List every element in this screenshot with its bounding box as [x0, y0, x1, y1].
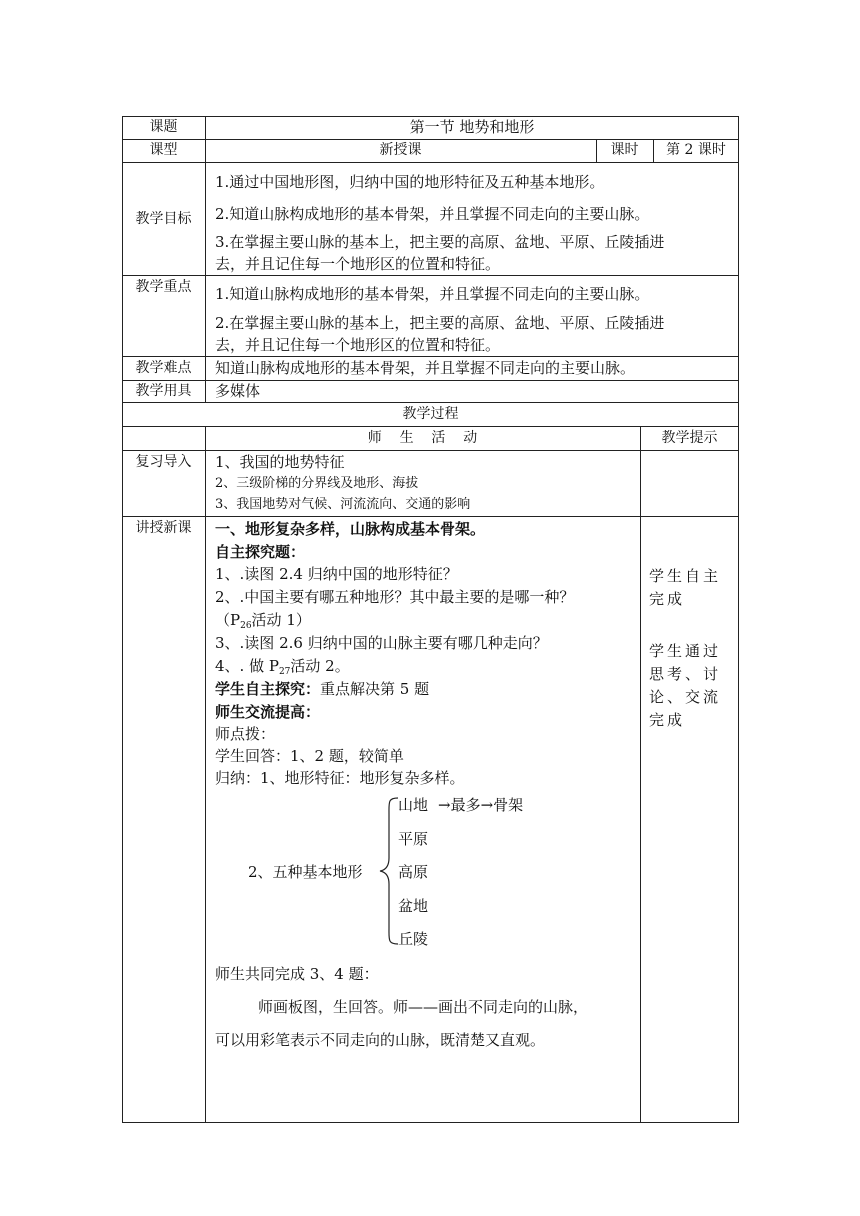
row-divider — [122, 162, 739, 163]
key-point-item: 2.在掌握主要山脉的基本上，把主要的高原、盆地、平原、丘陵插进 — [215, 314, 665, 332]
hint-self-complete: 学生自主完成 — [649, 567, 722, 608]
question-4-post: 活动 2。 — [290, 657, 350, 675]
landform-item: 平原 — [398, 830, 429, 848]
landform-item: 盆地 — [398, 897, 429, 915]
key-points-label: 教学重点 — [135, 279, 192, 295]
review-label: 复习导入 — [135, 454, 192, 470]
type-label: 课型 — [149, 142, 178, 158]
student-explore-label: 学生自主探究： — [215, 680, 321, 698]
period-value: 第 2 课时 — [666, 142, 726, 158]
question-4-page: 27 — [278, 667, 291, 677]
landform-chain: →最多→骨架 — [438, 796, 524, 814]
hint-column-header: 教学提示 — [661, 430, 718, 446]
topic-label: 课题 — [149, 119, 178, 135]
student-explore-text: 重点解决第 5 题 — [320, 680, 430, 698]
key-point-item: 去，并且记住每一个地形区的位置和特征。 — [215, 336, 501, 354]
review-line: 3、我国地势对气候、河流流向、交通的影响 — [215, 497, 471, 512]
board-drawing-line: 可以用彩笔表示不同走向的山脉，既清楚又直观。 — [215, 1031, 546, 1049]
board-drawing-line: 师画板图，生回答。师——画出不同走向的山脉， — [258, 998, 589, 1016]
self-explore-title: 自主探究题： — [215, 543, 306, 561]
process-title: 教学过程 — [402, 406, 459, 422]
together-line: 师生共同完成 3、4 题： — [215, 965, 379, 983]
goal-item: 1.通过中国地形图，归纳中国的地形特征及五种基本地形。 — [215, 173, 605, 191]
question-2-ref-pre: （P — [215, 611, 241, 629]
goal-item: 去，并且记住每一个地形区的位置和特征。 — [215, 255, 501, 273]
goals-label: 教学目标 — [135, 211, 192, 227]
tools-value: 多媒体 — [215, 382, 261, 400]
key-point-item: 1.知道山脉构成地形的基本骨架，并且掌握不同走向的主要山脉。 — [215, 285, 650, 303]
column-divider — [640, 426, 641, 1123]
lecture-heading: 一、地形复杂多样，山脉构成基本骨架。 — [215, 520, 486, 538]
row-divider — [122, 426, 739, 427]
question-3: 3、.读图 2.6 归纳中国的山脉主要有哪几种走向？ — [215, 634, 548, 652]
exchange-title: 师生交流提高： — [215, 703, 321, 721]
column-divider — [205, 426, 206, 1123]
tools-label: 教学用具 — [135, 383, 192, 399]
difficulty-value: 知道山脉构成地形的基本骨架，并且掌握不同走向的主要山脉。 — [215, 359, 636, 377]
question-2: 2、.中国主要有哪五种地形？其中最主要的是哪一种？ — [215, 588, 575, 606]
difficulty-label: 教学难点 — [135, 360, 192, 376]
row-divider — [122, 275, 739, 276]
question-4-pre: 4、. 做 P — [215, 657, 279, 675]
teacher-guide: 师点拨： — [215, 725, 276, 743]
goal-item: 2.知道山脉构成地形的基本骨架，并且掌握不同走向的主要山脉。 — [215, 205, 650, 223]
type-value: 新授课 — [379, 142, 422, 158]
student-explore — [215, 678, 429, 700]
activity-column-header: 师 生 活 动 — [367, 430, 478, 446]
row-divider — [122, 516, 739, 517]
row-divider — [122, 402, 739, 403]
topic-value: 第一节 地势和地形 — [409, 118, 535, 136]
summary-line: 归纳：1、地形特征：地形复杂多样。 — [215, 769, 465, 787]
landform-item: 山地 — [398, 796, 429, 814]
lecture-label: 讲授新课 — [135, 520, 192, 536]
goal-item: 3.在掌握主要山脉的基本上，把主要的高原、盆地、平原、丘陵插进 — [215, 233, 665, 251]
landform-item: 丘陵 — [398, 930, 429, 948]
period-label: 课时 — [610, 142, 639, 158]
brace-icon — [378, 796, 400, 946]
landforms-label: 2、五种基本地形 — [248, 863, 363, 881]
question-2-ref-page: 26 — [240, 621, 252, 631]
review-line: 1、我国的地势特征 — [215, 453, 345, 471]
landform-item: 高原 — [398, 863, 429, 881]
student-answer: 学生回答：1、2 题，较简单 — [215, 747, 404, 765]
question-1: 1、.读图 2.4 归纳中国的地形特征？ — [215, 565, 458, 583]
review-line: 2、三级阶梯的分界线及地形、海拔 — [215, 476, 419, 491]
question-2-ref-post: 活动 1） — [251, 611, 311, 629]
hint-discussion: 学生通过思考、讨论、交流完成 — [649, 642, 722, 729]
